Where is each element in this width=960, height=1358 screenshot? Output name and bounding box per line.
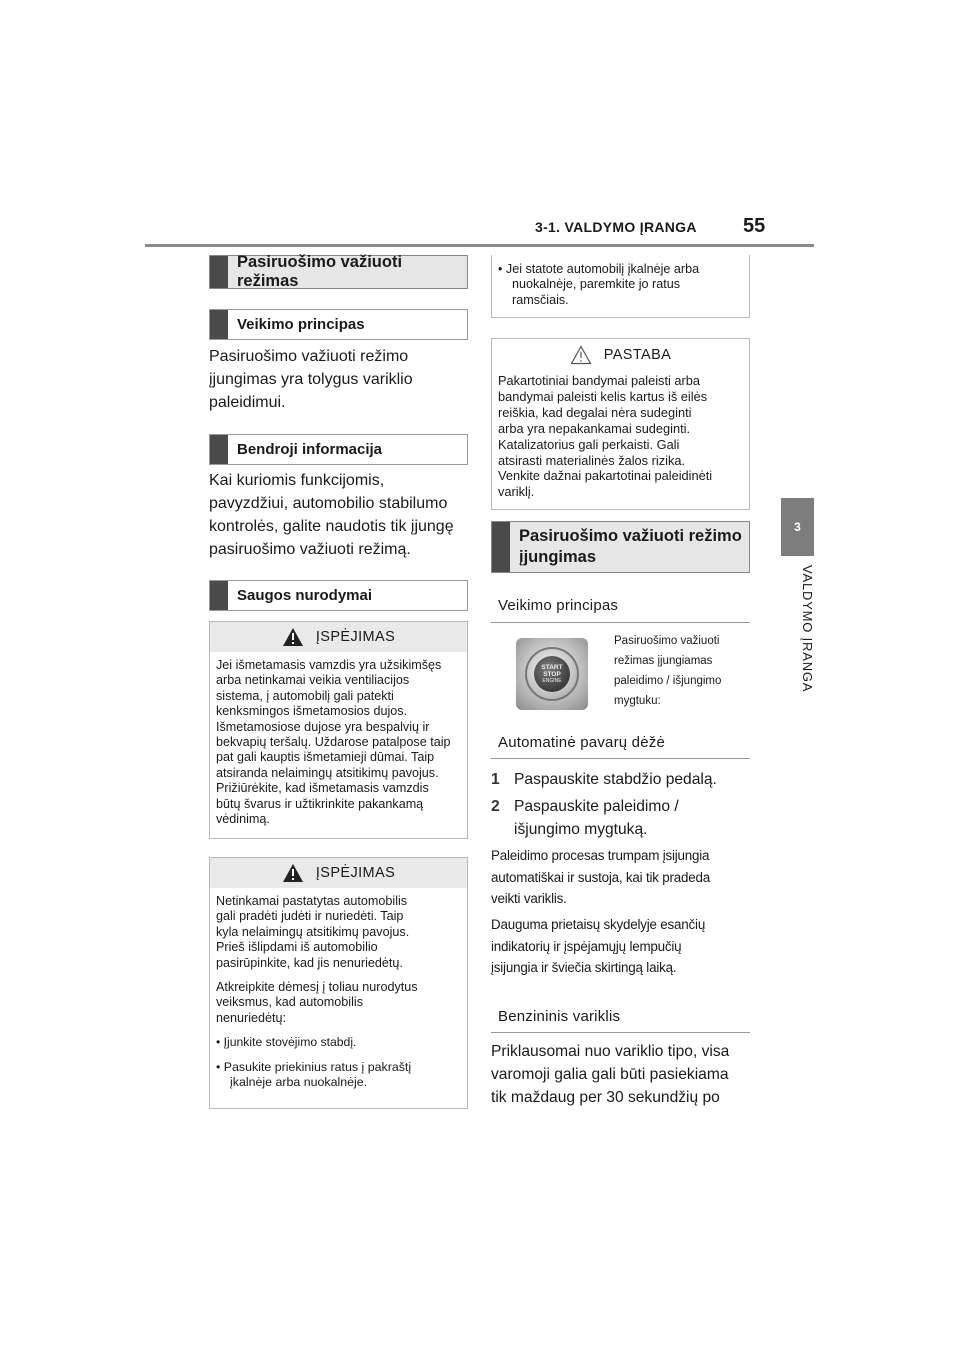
text-line: įkalnėje arba nuokalnėje.	[230, 1075, 368, 1090]
text-line: įjungimas	[519, 548, 597, 566]
note-paragraph-2	[491, 914, 753, 979]
text-line: bekvapių teršalų. Uždarose patalpose taip	[216, 735, 451, 750]
text-line: bandymai paleisti kelis kartus iš eilės	[498, 388, 708, 404]
warning-paragraph	[216, 894, 467, 971]
text-line: kontrolės, galite naudotis tik įjungę	[209, 518, 454, 535]
text-line: Prieš išlipdami iš automobilio	[216, 940, 378, 955]
text-line: Pasiruošimo važiuoti režimo	[209, 348, 409, 365]
text-line: sistema, į automobilį gali patekti	[216, 688, 394, 703]
text-line: pavyzdžiui, automobilio stabilumo	[209, 495, 448, 512]
subheading-principle-right: Veikimo principas	[498, 597, 619, 614]
text-line: būtų švarus ir užtikrinkite pakankamą	[216, 796, 424, 811]
warning-title: ĮSPĖJIMAS	[315, 629, 396, 645]
header-rule	[145, 244, 814, 247]
warning-triangle-icon	[282, 627, 304, 647]
notice-panel	[491, 338, 750, 510]
text-line: vėdinimą.	[216, 812, 270, 827]
text-line: veiksmus, kad automobilis	[216, 995, 363, 1010]
principle-paragraph	[209, 345, 413, 414]
text-line: Atkreipkite dėmesį į toliau nurodytus	[216, 980, 418, 995]
text-line: • Pasukite priekinius ratus į pakraštį	[216, 1059, 412, 1074]
step-2	[491, 795, 679, 841]
petrol-paragraph	[491, 1040, 729, 1109]
subheading-principle	[209, 309, 468, 340]
heading-bar	[210, 256, 228, 288]
note-paragraph-1	[491, 845, 753, 910]
subheading-text: Saugos nurodymai	[237, 587, 373, 604]
bullet-item: • Įjunkite stovėjimo stabdį.	[216, 1035, 357, 1050]
subheading-safety	[209, 580, 468, 611]
text-line: tik maždaug per 30 sekundžių po	[491, 1089, 720, 1106]
button-label: START	[541, 663, 563, 671]
subheading-text: Veikimo principas	[237, 316, 365, 333]
text-line: Paleidimo procesas trumpam įsijungia	[491, 848, 710, 863]
text-line: Kai kuriomis funkcijomis,	[209, 472, 385, 489]
heading-enable	[491, 521, 750, 573]
text-line: Išmetamosiose dujose yra bespalvių ir	[216, 719, 430, 734]
text-line: ramsčiais.	[512, 292, 569, 307]
text-line: variklį.	[498, 484, 535, 500]
section-title: 3-1. VALDYMO ĮRANGA	[535, 219, 697, 235]
heading-bar	[492, 522, 510, 572]
text-line: pasirūpinkite, kad jis nenuriedėtų.	[216, 955, 403, 970]
warning-panel-exhaust	[209, 621, 468, 839]
text-line: nenuriedėtų:	[216, 1010, 287, 1025]
continued-warning-panel	[491, 255, 750, 318]
warning-text	[210, 652, 467, 827]
step-text: išjungimo mygtuką.	[514, 821, 648, 838]
text-line: kyla nelaimingų atsitikimų pavojus.	[216, 924, 410, 939]
text-line: Jei išmetamasis vamzdis yra užsikimšęs	[216, 658, 442, 672]
bullet-item	[216, 1060, 467, 1091]
notice-title: PASTABA	[603, 347, 672, 363]
text-line: paleidimo / išjungimo	[614, 675, 722, 687]
step-text: Paspauskite stabdžio pedalą.	[514, 771, 717, 788]
text-line: reiškia, kad degalai nėra sudeginti	[498, 404, 692, 420]
general-paragraph	[209, 469, 454, 561]
notice-text	[492, 371, 749, 500]
subheading-rule	[491, 622, 750, 623]
button-ring	[525, 647, 579, 701]
text-line: pat gali kauptis išmetamieji dūmai. Taip	[216, 750, 435, 765]
text-line: atsirasti materialinės žalos rizika.	[498, 452, 686, 468]
text-line: • Jei statote automobilį įkalnėje arba	[498, 262, 700, 276]
text-line: indikatorių ir įspėjamųjų lempučių	[491, 938, 682, 954]
text-line: mygtuku:	[614, 695, 661, 707]
text-line: gali pradėti judėti ir nuriedėti. Taip	[216, 909, 404, 924]
text-line: pasiruošimo važiuoti režimą.	[209, 541, 411, 558]
notice-triangle-icon	[570, 345, 592, 365]
warning-header	[210, 858, 467, 888]
subheading-automatic: Automatinė pavarų dėžė	[498, 734, 666, 751]
subheading-text: Bendroji informacija	[237, 441, 383, 458]
warning-header	[210, 622, 467, 652]
button-face	[534, 656, 570, 692]
text-line: nuokalnėje, paremkite jo ratus	[512, 277, 681, 292]
warning-text	[210, 888, 467, 1090]
text-line: veikti variklis.	[491, 891, 567, 906]
text-line: paleidimui.	[209, 394, 286, 411]
step-text: Paspauskite paleidimo /	[514, 798, 679, 815]
heading-bar	[210, 310, 228, 339]
text-line: automatiškai ir sustoja, kai tik pradeda	[491, 869, 711, 885]
page-number: 55	[743, 215, 766, 237]
start-stop-button-image	[516, 638, 588, 710]
text-line: Venkite dažnai pakartotinai paleidinėti	[498, 468, 713, 484]
text-line: Pasiruošimo važiuoti režimo	[519, 527, 742, 545]
main-heading-text: Pasiruošimo važiuoti režimas	[237, 253, 403, 290]
step-number: 2	[491, 798, 500, 815]
warning-triangle-icon	[282, 863, 304, 883]
text-line: įsijungia ir šviečia skirtingą laiką.	[491, 960, 677, 975]
subheading-rule	[491, 758, 750, 759]
text-line: arba yra nepakankamai sudeginti.	[498, 420, 691, 436]
warning-panel-rolling	[209, 857, 468, 1109]
text-line: atsiranda nelaimingų atsitikimų pavojus.	[216, 765, 439, 780]
text-line: Prižiūrėkite, kad išmetamasis vamzdis	[216, 781, 429, 796]
subheading-general	[209, 434, 468, 465]
notice-header	[492, 339, 749, 371]
text-line: Pasiruošimo važiuoti	[614, 635, 720, 647]
text-line: Dauguma prietaisų skydelyje esančių	[491, 917, 706, 932]
chapter-tab: 3	[781, 498, 814, 556]
text-line: Priklausomai nuo variklio tipo, visa	[491, 1043, 730, 1060]
subheading-rule	[491, 1032, 750, 1033]
text-line: režimas įjungiamas	[614, 655, 713, 667]
heading-enable-text	[519, 526, 742, 568]
text-line: varomoji galia gali būti pasiekiama	[491, 1066, 729, 1083]
main-heading	[209, 255, 468, 289]
text-line: Pakartotiniai bandymai paleisti arba	[498, 373, 701, 388]
heading-bar	[210, 435, 228, 464]
step-number: 1	[491, 771, 500, 788]
text-line: Netinkamai pastatytas automobilis	[216, 894, 408, 908]
heading-bar	[210, 581, 228, 610]
button-label: STOP	[543, 670, 561, 678]
button-caption	[614, 631, 754, 711]
continued-bullet	[492, 255, 749, 308]
text-line: arba netinkamai veikia ventiliacijos	[216, 673, 410, 688]
chapter-side-title: VALDYMO ĮRANGA	[800, 565, 815, 693]
warning-title: ĮSPĖJIMAS	[315, 865, 396, 881]
text-line: Katalizatorius gali perkaisti. Gali	[498, 436, 680, 452]
text-line: įjungimas yra tolygus variklio	[209, 371, 413, 388]
text-line: kenksmingos išmetamosios dujos.	[216, 704, 408, 719]
subheading-petrol: Benzininis variklis	[498, 1008, 621, 1025]
step-1	[491, 768, 717, 791]
warning-paragraph	[216, 980, 467, 1026]
button-label: ENGINE	[542, 677, 562, 684]
